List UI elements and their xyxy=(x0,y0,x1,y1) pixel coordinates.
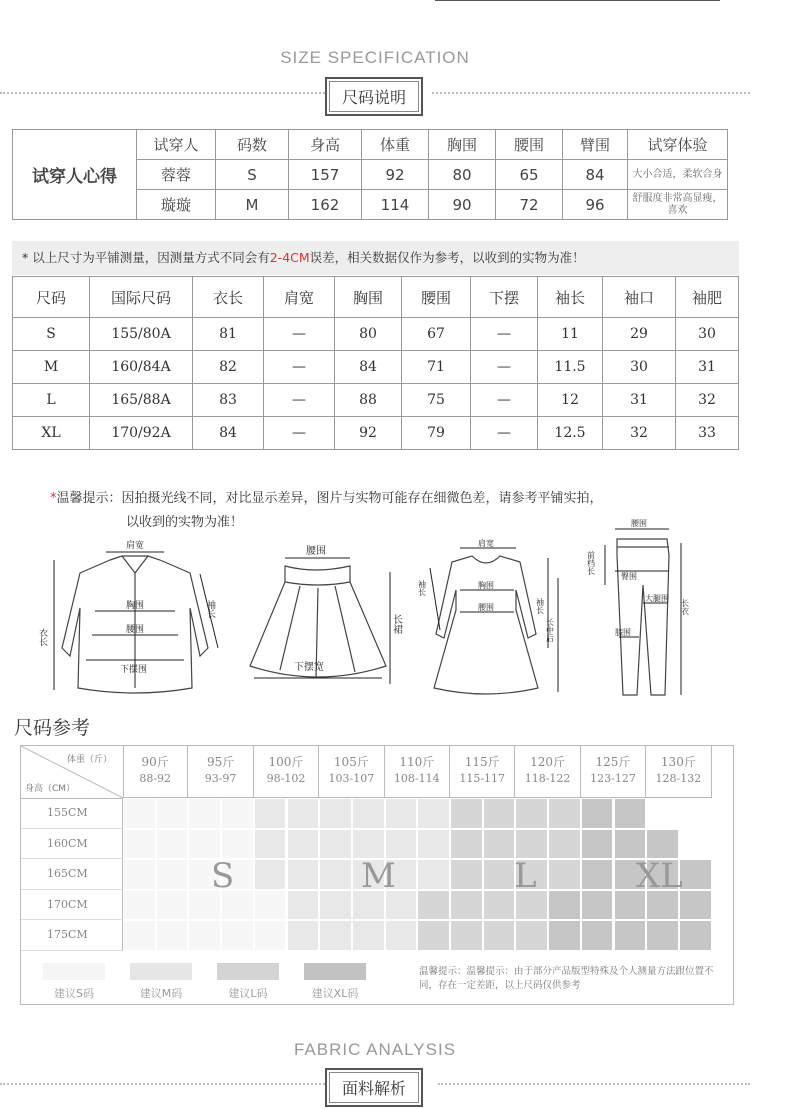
note-highlight: 2-4CM xyxy=(269,250,310,265)
trial-header: 胸围 xyxy=(429,130,496,160)
legend-label: 建议M码 xyxy=(139,987,183,1000)
reference-cell xyxy=(614,920,647,951)
fabric-title-box xyxy=(325,1068,423,1107)
reference-cell xyxy=(156,798,189,829)
reference-cell xyxy=(352,829,385,860)
size-header: 尺码 xyxy=(13,277,90,318)
weight-column-header xyxy=(188,746,253,798)
legend-swatch xyxy=(130,963,192,980)
height-label: 155CM xyxy=(21,798,123,829)
trial-cell: 80 xyxy=(429,160,496,190)
reference-cell xyxy=(581,890,614,921)
reference-cell xyxy=(319,890,352,921)
reference-cell xyxy=(417,920,450,951)
trial-cell: 157 xyxy=(289,160,362,190)
skirt-label-length: 长裙 xyxy=(390,614,402,634)
reference-cell xyxy=(254,829,287,860)
size-header: 袖肥 xyxy=(676,277,739,318)
weight-range: 108-114 xyxy=(393,772,440,785)
weight-label: 105斤 xyxy=(333,755,369,769)
trial-cell: 65 xyxy=(496,160,563,190)
reference-cell xyxy=(646,829,679,860)
trial-cell-experience: 舒服度非常高显瘦，喜欢 xyxy=(628,190,728,220)
legend-swatch xyxy=(304,963,366,980)
trial-cell: 72 xyxy=(496,190,563,220)
reference-cell xyxy=(352,920,385,951)
size-cell: 80 xyxy=(335,318,402,351)
reference-cell xyxy=(385,829,418,860)
reference-cell xyxy=(646,798,679,829)
trial-cell: 璇璇 xyxy=(137,190,216,220)
reference-cell xyxy=(319,859,352,890)
size-header: 腰围 xyxy=(402,277,471,318)
weight-label: 115斤 xyxy=(464,755,500,769)
reference-cell xyxy=(156,890,189,921)
reference-cell xyxy=(548,798,581,829)
weight-column-header xyxy=(450,746,515,798)
legend-swatch xyxy=(43,963,105,980)
height-label: 160CM xyxy=(21,829,123,860)
size-cell: XL xyxy=(13,417,90,450)
reference-cell xyxy=(287,890,320,921)
reference-cell xyxy=(417,890,450,921)
reference-cell xyxy=(123,829,156,860)
reference-cell xyxy=(679,798,712,829)
section-line-right xyxy=(432,92,750,94)
warm-tip-line1 xyxy=(50,487,603,506)
size-cell: — xyxy=(471,351,538,384)
reference-cell xyxy=(483,920,516,951)
shirt-label-sleeve: 袖长 xyxy=(205,600,215,618)
reference-cell xyxy=(450,859,483,890)
reference-cell xyxy=(679,829,712,860)
size-cell: 81 xyxy=(193,318,264,351)
reference-cell xyxy=(679,859,712,890)
section-line-left xyxy=(0,92,325,94)
reference-cell xyxy=(614,798,647,829)
weight-column-header xyxy=(254,746,319,798)
height-label: 175CM xyxy=(21,920,123,951)
size-cell: — xyxy=(471,318,538,351)
reference-cell xyxy=(417,829,450,860)
trial-header: 身高 xyxy=(289,130,362,160)
reference-cell xyxy=(287,798,320,829)
weight-range: 93-97 xyxy=(204,772,237,785)
weight-range: 115-117 xyxy=(459,772,506,785)
weight-column-header xyxy=(515,746,580,798)
size-cell: 29 xyxy=(603,318,676,351)
trial-cell: 84 xyxy=(563,160,628,190)
size-cell: 32 xyxy=(603,417,676,450)
size-cell: 83 xyxy=(193,384,264,417)
trial-header: 试穿体验 xyxy=(628,130,728,160)
size-cell: S xyxy=(13,318,90,351)
size-cell: 32 xyxy=(676,384,739,417)
reference-cell xyxy=(123,890,156,921)
reference-cell xyxy=(319,920,352,951)
fabric-line-left xyxy=(0,1083,325,1085)
reference-title: 尺码参考 xyxy=(14,717,91,739)
size-cell: 170/92A xyxy=(90,417,193,450)
size-cell: 11 xyxy=(538,318,603,351)
reference-cell xyxy=(450,798,483,829)
weight-range: 103-107 xyxy=(328,772,375,785)
legend-swatch xyxy=(217,963,279,980)
reference-cell xyxy=(548,920,581,951)
reference-cell xyxy=(450,829,483,860)
weight-label: 120斤 xyxy=(530,755,566,769)
shirt-label-waist: 腰围 xyxy=(126,625,145,635)
trial-title: 试穿人心得 xyxy=(13,130,137,220)
pants-label-length: 长衣 xyxy=(680,599,690,615)
size-cell: 30 xyxy=(603,351,676,384)
reference-cell xyxy=(548,859,581,890)
reference-cell xyxy=(515,798,548,829)
reference-chart xyxy=(20,745,734,1005)
note-prefix: * 以上尺寸为平铺测量，因测量方式不同会有 xyxy=(22,250,270,265)
reference-note: 温馨提示：温馨提示：由于部分产品版型特殊及个人测量方法跟位置不同，存在一定差距，以上尺码仅供参考 xyxy=(419,966,714,991)
top-divider xyxy=(435,0,720,1)
weight-column-header xyxy=(319,746,384,798)
reference-cell xyxy=(156,920,189,951)
weight-label: 130斤 xyxy=(660,755,696,769)
pants-label-hip: 臀围 xyxy=(621,572,637,581)
dress-label-mid: 长中后 xyxy=(545,618,555,642)
tip-text: 温馨提示：因拍摄光线不同，对比显示差异，图片与实物可能存在细微色差，请参考平铺实拍， xyxy=(56,491,603,506)
size-row xyxy=(13,318,739,351)
size-cell: — xyxy=(264,351,335,384)
dress-label-sleeve: 袖长 xyxy=(417,580,427,596)
section-title-cn: 尺码说明 xyxy=(329,81,419,112)
weight-range: 123-127 xyxy=(590,772,636,785)
trial-cell: 96 xyxy=(563,190,628,220)
reference-cell xyxy=(352,798,385,829)
reference-cell xyxy=(188,829,221,860)
reference-cell xyxy=(548,890,581,921)
reference-cell xyxy=(679,890,712,921)
size-header: 袖长 xyxy=(538,277,603,318)
reference-cell xyxy=(123,859,156,890)
reference-cell xyxy=(254,890,287,921)
corner-weight-label: 体重（斤） xyxy=(67,755,113,765)
size-cell: — xyxy=(264,318,335,351)
reference-cell xyxy=(287,859,320,890)
size-header: 肩宽 xyxy=(264,277,335,318)
size-header: 下摆 xyxy=(471,277,538,318)
trial-table xyxy=(12,129,728,220)
height-label: 170CM xyxy=(21,890,123,921)
reference-cell xyxy=(581,859,614,890)
reference-cell xyxy=(221,920,254,951)
size-header: 袖口 xyxy=(603,277,676,318)
reference-cell xyxy=(254,920,287,951)
weight-label: 90斤 xyxy=(141,755,169,769)
reference-cell xyxy=(254,798,287,829)
weight-label: 95斤 xyxy=(206,755,235,769)
size-header: 胸围 xyxy=(335,277,402,318)
reference-cell xyxy=(483,798,516,829)
weight-range: 118-122 xyxy=(524,772,571,785)
size-cell: 11.5 xyxy=(538,351,603,384)
pants-illustration xyxy=(585,515,695,700)
weight-label: 110斤 xyxy=(399,755,435,769)
size-cell: 12.5 xyxy=(538,417,603,450)
dress-illustration xyxy=(417,538,570,698)
reference-corner xyxy=(21,746,124,799)
size-cell: — xyxy=(471,417,538,450)
skirt-illustration xyxy=(240,538,410,698)
size-zone-letter: XL xyxy=(636,856,683,896)
reference-cell xyxy=(450,890,483,921)
size-cell: 155/80A xyxy=(90,318,193,351)
note-suffix: 误差，相关数据仅作为参考，以收到的实物为准！ xyxy=(309,250,585,265)
reference-cell xyxy=(123,920,156,951)
trial-cell-experience: 大小合适，柔软合身 xyxy=(628,160,728,190)
weight-column-header xyxy=(646,746,711,798)
size-cell: 84 xyxy=(193,417,264,450)
reference-cell xyxy=(515,829,548,860)
size-cell: 82 xyxy=(193,351,264,384)
trial-header: 试穿人 xyxy=(137,130,216,160)
size-row xyxy=(13,351,739,384)
shirt-label-hem: 下摆围 xyxy=(120,665,148,675)
size-cell: — xyxy=(264,417,335,450)
reference-cell xyxy=(221,798,254,829)
shirt-label-chest: 胸围 xyxy=(126,601,145,611)
size-cell: 71 xyxy=(402,351,471,384)
fabric-title-en: FABRIC ANALYSIS xyxy=(293,1040,457,1059)
reference-cell xyxy=(515,920,548,951)
fabric-title-cn: 面料解析 xyxy=(329,1072,419,1103)
reference-cell xyxy=(581,920,614,951)
shirt-illustration xyxy=(37,538,230,698)
reference-cell xyxy=(483,890,516,921)
reference-cell xyxy=(319,829,352,860)
reference-cell xyxy=(188,798,221,829)
weight-label: 100斤 xyxy=(268,755,304,769)
weight-column-header xyxy=(581,746,646,798)
weight-range: 98-102 xyxy=(266,772,306,785)
trial-header: 码数 xyxy=(216,130,289,160)
size-cell: L xyxy=(13,384,90,417)
reference-cell xyxy=(483,859,516,890)
warm-tip-line2: 以收到的实物为准！ xyxy=(126,515,244,530)
trial-cell: 蓉蓉 xyxy=(137,160,216,190)
size-cell: 67 xyxy=(402,318,471,351)
trial-cell: 114 xyxy=(362,190,429,220)
size-zone-letter: L xyxy=(514,856,537,896)
tip-star: * xyxy=(50,491,57,506)
size-zone-letter: S xyxy=(211,856,235,896)
weight-label: 125斤 xyxy=(595,755,631,769)
size-cell: — xyxy=(264,384,335,417)
trial-header: 腰围 xyxy=(496,130,563,160)
trial-cell: S xyxy=(216,160,289,190)
weight-range: 128-132 xyxy=(655,772,702,785)
reference-cell xyxy=(156,859,189,890)
size-cell: 31 xyxy=(603,384,676,417)
size-cell: 84 xyxy=(335,351,402,384)
size-cell: 12 xyxy=(538,384,603,417)
size-cell: 160/84A xyxy=(90,351,193,384)
size-cell: 31 xyxy=(676,351,739,384)
legend-label: 建议XL码 xyxy=(311,987,359,1000)
reference-cell xyxy=(385,798,418,829)
reference-cell xyxy=(483,829,516,860)
corner-height-label: 身高（CM） xyxy=(25,784,76,794)
weight-column-header xyxy=(385,746,450,798)
trial-cell: 90 xyxy=(429,190,496,220)
reference-cell xyxy=(254,859,287,890)
size-cell: — xyxy=(471,384,538,417)
size-cell: 79 xyxy=(402,417,471,450)
dress-label-waist: 腰围 xyxy=(478,603,494,612)
size-cell: 92 xyxy=(335,417,402,450)
section-title-box xyxy=(325,77,423,116)
skirt-label-hem: 下摆宽 xyxy=(294,662,324,673)
size-cell: 33 xyxy=(676,417,739,450)
size-row xyxy=(13,384,739,417)
pants-label-knee: 膝围 xyxy=(615,628,631,637)
shirt-label-length: 衣长 xyxy=(37,628,47,646)
reference-cell xyxy=(287,829,320,860)
reference-cell xyxy=(417,798,450,829)
pants-label-waist: 腰围 xyxy=(631,519,647,528)
size-cell: 165/88A xyxy=(90,384,193,417)
skirt-label-waist: 腰围 xyxy=(306,546,326,557)
dress-label-shoulder: 肩宽 xyxy=(478,539,494,548)
size-header: 衣长 xyxy=(193,277,264,318)
reference-cell xyxy=(123,798,156,829)
pants-label-front: 前档长 xyxy=(586,551,596,575)
size-header: 国际尺码 xyxy=(90,277,193,318)
weight-column-header xyxy=(123,746,188,798)
reference-cell xyxy=(156,829,189,860)
reference-cell xyxy=(287,920,320,951)
dress-label-chest: 胸围 xyxy=(478,581,494,590)
reference-cell xyxy=(581,798,614,829)
trial-header: 臂围 xyxy=(563,130,628,160)
trial-header: 体重 xyxy=(362,130,429,160)
size-cell: 75 xyxy=(402,384,471,417)
size-cell: 88 xyxy=(335,384,402,417)
reference-cell xyxy=(646,920,679,951)
legend-label: 建议S码 xyxy=(54,987,94,1000)
reference-cell xyxy=(450,920,483,951)
size-table xyxy=(12,276,739,450)
size-cell: M xyxy=(13,351,90,384)
fabric-line-right xyxy=(438,1083,750,1085)
weight-range: 88-92 xyxy=(139,772,172,785)
reference-cell xyxy=(614,829,647,860)
dress-label-sleeve2: 袖长 xyxy=(535,598,545,614)
size-cell: 30 xyxy=(676,318,739,351)
reference-cell xyxy=(417,859,450,890)
reference-cell xyxy=(319,798,352,829)
reference-cell xyxy=(188,920,221,951)
reference-cell xyxy=(221,829,254,860)
trial-cell: 92 xyxy=(362,160,429,190)
reference-cell xyxy=(581,829,614,860)
reference-cell xyxy=(385,920,418,951)
measurement-note xyxy=(12,241,739,275)
size-row xyxy=(13,417,739,450)
legend-label: 建议L码 xyxy=(228,987,268,1000)
reference-cell xyxy=(548,829,581,860)
size-zone-letter: M xyxy=(361,856,396,896)
shirt-label-shoulder: 肩宽 xyxy=(126,541,145,551)
height-label: 165CM xyxy=(21,859,123,890)
section-title-en: SIZE SPECIFICATION xyxy=(280,48,470,67)
trial-cell: 162 xyxy=(289,190,362,220)
reference-cell xyxy=(679,920,712,951)
pants-label-thigh: 大腿围 xyxy=(645,594,669,603)
trial-cell: M xyxy=(216,190,289,220)
